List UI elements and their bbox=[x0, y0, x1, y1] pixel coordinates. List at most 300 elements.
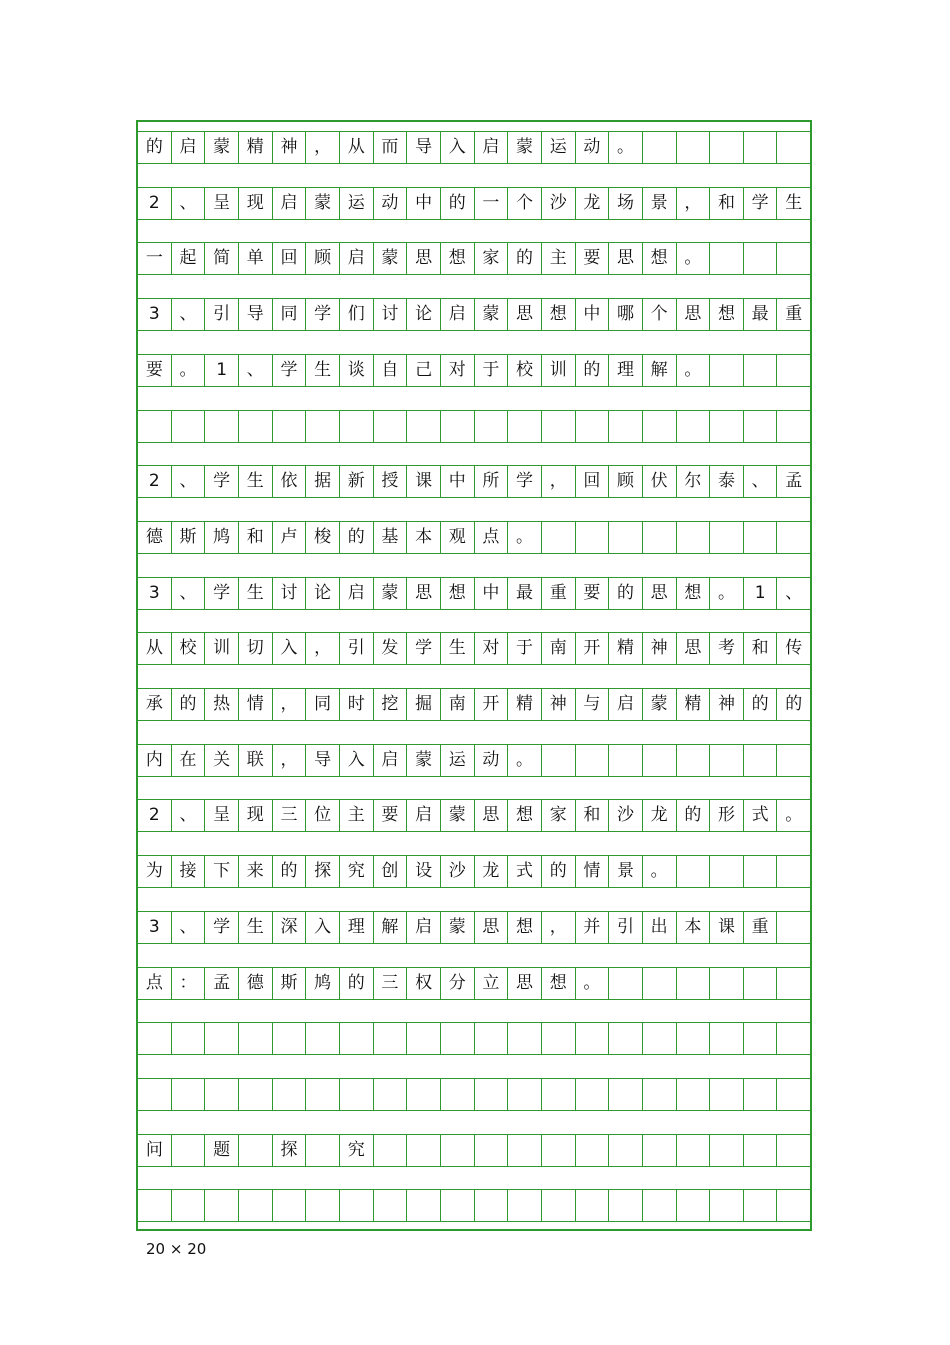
grid-row bbox=[138, 521, 810, 554]
grid-cell bbox=[677, 968, 711, 999]
grid-cell: 。 bbox=[576, 968, 610, 999]
grid-cell: 蒙 bbox=[441, 912, 475, 943]
grid-cell: 学 bbox=[205, 466, 239, 497]
grid-cell bbox=[374, 1190, 408, 1221]
grid-cell bbox=[643, 1135, 677, 1166]
grid-cell: 想 bbox=[643, 243, 677, 274]
grid-cell bbox=[374, 1079, 408, 1110]
grid-cell bbox=[475, 1190, 509, 1221]
grid-cell: 基 bbox=[374, 522, 408, 553]
grid-cell: 景 bbox=[643, 188, 677, 219]
grid-cell: 启 bbox=[609, 689, 643, 720]
grid-cell: 思 bbox=[508, 299, 542, 330]
grid-cell: 起 bbox=[172, 243, 206, 274]
grid-cell bbox=[777, 745, 810, 776]
grid-cell: 南 bbox=[441, 689, 475, 720]
grid-cell: 重 bbox=[785, 304, 803, 324]
grid-cell: 。 bbox=[710, 578, 744, 609]
grid-cell: 1 bbox=[744, 578, 778, 609]
grid-cell: 蒙 bbox=[374, 578, 408, 609]
grid-cell bbox=[273, 1023, 307, 1054]
grid-cell: 卢 bbox=[273, 522, 307, 553]
grid-cell bbox=[777, 355, 810, 386]
grid-cell: 启 bbox=[172, 132, 206, 163]
grid-cell: 生 bbox=[239, 466, 273, 497]
grid-cell bbox=[744, 243, 778, 274]
grid-cell: 龙 bbox=[643, 800, 677, 831]
grid-cell: 孟 bbox=[205, 968, 239, 999]
grid-cell: 哪 bbox=[609, 299, 643, 330]
grid-cell: 思 bbox=[407, 243, 441, 274]
grid-row bbox=[138, 354, 810, 387]
grid-row bbox=[138, 242, 810, 275]
grid-cell: 中 bbox=[441, 466, 475, 497]
grid-cell: 的 bbox=[744, 689, 778, 720]
grid-cell bbox=[542, 411, 576, 442]
grid-cell bbox=[508, 1079, 542, 1110]
grid-cell: 想 bbox=[441, 578, 475, 609]
grid-cell: 点 bbox=[475, 522, 509, 553]
grid-cell: 精 bbox=[508, 689, 542, 720]
grid-cell: 沙 bbox=[441, 856, 475, 887]
grid-cell: 精 bbox=[609, 633, 643, 664]
grid-cell: 德 bbox=[239, 968, 273, 999]
grid-cell bbox=[542, 1079, 576, 1110]
grid-cell: 导 bbox=[407, 132, 441, 163]
grid-cell: 伏 bbox=[643, 466, 677, 497]
grid-cell: 蒙 bbox=[475, 299, 509, 330]
grid-cell: 己 bbox=[407, 355, 441, 386]
grid-cell: 的 bbox=[542, 856, 576, 887]
grid-cell: 南 bbox=[542, 633, 576, 664]
grid-cell bbox=[239, 1190, 273, 1221]
grid-cell: 最 bbox=[508, 578, 542, 609]
grid-cell: 生 bbox=[306, 355, 340, 386]
grid-cell: 。 bbox=[677, 243, 711, 274]
grid-cell: 引 bbox=[609, 912, 643, 943]
grid-cell bbox=[407, 411, 441, 442]
grid-cell: 想 bbox=[542, 299, 576, 330]
grid-cell: 精 bbox=[677, 689, 711, 720]
grid-cell: 、 bbox=[172, 299, 206, 330]
grid-cell: 导 bbox=[239, 299, 273, 330]
grid-cell bbox=[710, 411, 744, 442]
grid-cell: 的 bbox=[441, 188, 475, 219]
grid-cell: 立 bbox=[475, 968, 509, 999]
grid-cell bbox=[710, 745, 744, 776]
grid-cell: 龙 bbox=[576, 188, 610, 219]
grid-cell: 鸠 bbox=[205, 522, 239, 553]
grid-cell: ， bbox=[677, 188, 711, 219]
grid-cell bbox=[576, 745, 610, 776]
grid-cell: 新 bbox=[340, 466, 374, 497]
grid-row bbox=[138, 744, 810, 777]
grid-cell: 论 bbox=[306, 578, 340, 609]
grid-cell: 本 bbox=[407, 522, 441, 553]
grid-cell: 从 bbox=[340, 132, 374, 163]
grid-cell bbox=[744, 856, 778, 887]
grid-cell bbox=[710, 243, 744, 274]
grid-cell: 最 bbox=[744, 299, 778, 330]
grid-cell: 对 bbox=[475, 633, 509, 664]
grid-cell bbox=[710, 522, 744, 553]
grid-cell bbox=[677, 856, 711, 887]
grid-cell: 、 bbox=[172, 912, 206, 943]
grid-cell bbox=[374, 1023, 408, 1054]
grid-cell: 权 bbox=[407, 968, 441, 999]
grid-cell: 动 bbox=[576, 132, 610, 163]
grid-cell bbox=[609, 1135, 643, 1166]
grid-cell: 热 bbox=[205, 689, 239, 720]
grid-cell bbox=[205, 1023, 239, 1054]
grid-cell: 论 bbox=[407, 299, 441, 330]
grid-cell: 学 bbox=[407, 633, 441, 664]
grid-cell bbox=[609, 745, 643, 776]
grid-cell: 重 bbox=[542, 578, 576, 609]
grid-cell: 、 bbox=[172, 466, 206, 497]
grid-cell: 运 bbox=[340, 188, 374, 219]
grid-cell: 情 bbox=[576, 856, 610, 887]
grid-cell bbox=[441, 1079, 475, 1110]
grid-cell: 泰 bbox=[710, 466, 744, 497]
grid-cell: 、 bbox=[744, 466, 778, 497]
grid-cell: 学 bbox=[508, 466, 542, 497]
grid-row bbox=[138, 1078, 810, 1111]
grid-cell: 回 bbox=[273, 243, 307, 274]
grid-cell: ， bbox=[306, 633, 340, 664]
grid-cell: 观 bbox=[441, 522, 475, 553]
grid-cell: 于 bbox=[475, 355, 509, 386]
grid-cell: 3 bbox=[138, 299, 172, 330]
grid-cell: 时 bbox=[340, 689, 374, 720]
grid-cell: 形 bbox=[710, 800, 744, 831]
grid-cell bbox=[710, 1079, 744, 1110]
grid-row bbox=[138, 632, 810, 665]
grid-cell: 2 bbox=[138, 466, 172, 497]
grid-cell: 切 bbox=[239, 633, 273, 664]
grid-cell: 、 bbox=[239, 355, 273, 386]
grid-cell: 斯 bbox=[273, 968, 307, 999]
grid-cell: 启 bbox=[407, 800, 441, 831]
grid-cell: ， bbox=[273, 689, 307, 720]
grid-cell bbox=[677, 745, 711, 776]
grid-cell: ， bbox=[306, 132, 340, 163]
grid-cell: 想 bbox=[542, 968, 576, 999]
grid-cell bbox=[205, 1079, 239, 1110]
grid-cell bbox=[138, 1023, 172, 1054]
grid-cell bbox=[138, 411, 172, 442]
grid-cell bbox=[542, 1023, 576, 1054]
grid-cell: 鸠 bbox=[306, 968, 340, 999]
grid-cell: 发 bbox=[374, 633, 408, 664]
grid-cell: 校 bbox=[172, 633, 206, 664]
grid-cell bbox=[744, 355, 778, 386]
grid-cell: ， bbox=[542, 466, 576, 497]
grid-cell: 挖 bbox=[374, 689, 408, 720]
grid-cell: 启 bbox=[374, 745, 408, 776]
grid-cell: 想 bbox=[677, 578, 711, 609]
grid-cell: 简 bbox=[205, 243, 239, 274]
grid-cell bbox=[643, 132, 677, 163]
grid-cell bbox=[407, 1135, 441, 1166]
grid-cell bbox=[205, 1190, 239, 1221]
manuscript-grid bbox=[136, 120, 812, 1231]
grid-cell: 式 bbox=[744, 800, 778, 831]
grid-cell: 三 bbox=[273, 800, 307, 831]
grid-cell bbox=[172, 1190, 206, 1221]
grid-cell: 现 bbox=[239, 188, 273, 219]
grid-cell: 蒙 bbox=[374, 243, 408, 274]
grid-cell bbox=[576, 1190, 610, 1221]
grid-cell bbox=[306, 1190, 340, 1221]
grid-cell bbox=[643, 1079, 677, 1110]
grid-cell: 引 bbox=[205, 299, 239, 330]
grid-cell: 2 bbox=[138, 188, 172, 219]
grid-cell: 龙 bbox=[475, 856, 509, 887]
grid-cell: 理 bbox=[609, 355, 643, 386]
grid-size-label: 20 × 20 bbox=[146, 1240, 207, 1258]
grid-cell bbox=[306, 1135, 340, 1166]
grid-cell: 生 bbox=[441, 633, 475, 664]
grid-cell: 个 bbox=[643, 299, 677, 330]
grid-cell: 下 bbox=[205, 856, 239, 887]
grid-cell bbox=[710, 1023, 744, 1054]
grid-cell: 为 bbox=[138, 856, 172, 887]
grid-cell: 蒙 bbox=[643, 689, 677, 720]
grid-cell bbox=[777, 1190, 810, 1221]
grid-cell: 蒙 bbox=[508, 132, 542, 163]
grid-cell: 学 bbox=[205, 578, 239, 609]
grid-cell: 同 bbox=[306, 689, 340, 720]
grid-cell: 分 bbox=[441, 968, 475, 999]
grid-cell: 生 bbox=[239, 912, 273, 943]
grid-cell: 情 bbox=[239, 689, 273, 720]
grid-cell: 孟 bbox=[785, 471, 803, 491]
grid-cell: 课 bbox=[710, 912, 744, 943]
grid-cell: 来 bbox=[239, 856, 273, 887]
grid-cell: 出 bbox=[643, 912, 677, 943]
grid-cell bbox=[374, 411, 408, 442]
grid-cell: 中 bbox=[576, 299, 610, 330]
grid-cell: 想 bbox=[508, 912, 542, 943]
grid-cell bbox=[710, 968, 744, 999]
grid-cell: 。 bbox=[785, 805, 803, 825]
grid-cell: 承 bbox=[138, 689, 172, 720]
grid-cell: 单 bbox=[239, 243, 273, 274]
grid-cell bbox=[340, 1023, 374, 1054]
grid-cell bbox=[677, 1190, 711, 1221]
grid-cell: 传 bbox=[785, 638, 803, 658]
grid-cell bbox=[441, 1135, 475, 1166]
grid-cell: 从 bbox=[138, 633, 172, 664]
grid-cell: 的 bbox=[340, 522, 374, 553]
grid-cell: 理 bbox=[340, 912, 374, 943]
grid-cell: 设 bbox=[407, 856, 441, 887]
grid-cell bbox=[475, 1135, 509, 1166]
grid-cell bbox=[677, 1023, 711, 1054]
grid-cell bbox=[777, 243, 810, 274]
grid-cell bbox=[340, 1079, 374, 1110]
grid-cell bbox=[172, 411, 206, 442]
grid-row bbox=[138, 688, 810, 721]
grid-cell: 。 bbox=[172, 355, 206, 386]
grid-cell: 题 bbox=[205, 1135, 239, 1166]
grid-cell bbox=[643, 968, 677, 999]
grid-cell: 呈 bbox=[205, 188, 239, 219]
grid-cell: 3 bbox=[138, 578, 172, 609]
grid-cell: 。 bbox=[609, 132, 643, 163]
grid-cell: 主 bbox=[340, 800, 374, 831]
grid-cell: 生 bbox=[785, 193, 803, 213]
grid-cell: 和 bbox=[239, 522, 273, 553]
grid-cell: 沙 bbox=[609, 800, 643, 831]
grid-cell: 家 bbox=[475, 243, 509, 274]
grid-cell bbox=[508, 1135, 542, 1166]
grid-cell: 启 bbox=[407, 912, 441, 943]
grid-cell: 1 bbox=[205, 355, 239, 386]
grid-cell: 位 bbox=[306, 800, 340, 831]
grid-cell bbox=[475, 1079, 509, 1110]
grid-cell: 要 bbox=[576, 578, 610, 609]
grid-cell: 点 bbox=[138, 968, 172, 999]
grid-cell: 自 bbox=[374, 355, 408, 386]
grid-cell: 家 bbox=[542, 800, 576, 831]
grid-cell: 入 bbox=[340, 745, 374, 776]
grid-cell: 的 bbox=[138, 132, 172, 163]
grid-cell: 启 bbox=[441, 299, 475, 330]
grid-cell bbox=[677, 1079, 711, 1110]
grid-cell bbox=[777, 1135, 810, 1166]
grid-cell: 运 bbox=[441, 745, 475, 776]
grid-cell: 讨 bbox=[273, 578, 307, 609]
grid-cell bbox=[508, 411, 542, 442]
grid-cell: 场 bbox=[609, 188, 643, 219]
grid-cell: 三 bbox=[374, 968, 408, 999]
grid-cell: 和 bbox=[576, 800, 610, 831]
grid-cell bbox=[777, 1023, 810, 1054]
grid-cell: 内 bbox=[138, 745, 172, 776]
grid-cell bbox=[677, 522, 711, 553]
grid-cell bbox=[777, 912, 810, 943]
grid-cell: 蒙 bbox=[306, 188, 340, 219]
grid-cell: 启 bbox=[340, 578, 374, 609]
grid-cell bbox=[374, 1135, 408, 1166]
grid-cell: 接 bbox=[172, 856, 206, 887]
grid-cell bbox=[576, 1135, 610, 1166]
grid-cell: 学 bbox=[273, 355, 307, 386]
grid-cell bbox=[777, 522, 810, 553]
grid-cell bbox=[677, 1135, 711, 1166]
grid-row bbox=[138, 1022, 810, 1055]
grid-cell: 顾 bbox=[306, 243, 340, 274]
grid-cell: 思 bbox=[609, 243, 643, 274]
grid-cell: 一 bbox=[138, 243, 172, 274]
grid-cell: 在 bbox=[172, 745, 206, 776]
grid-cell: 课 bbox=[407, 466, 441, 497]
grid-cell: 校 bbox=[508, 355, 542, 386]
grid-cell bbox=[239, 1023, 273, 1054]
grid-cell: 动 bbox=[475, 745, 509, 776]
grid-cell: 中 bbox=[407, 188, 441, 219]
grid-cell bbox=[744, 522, 778, 553]
grid-cell: 顾 bbox=[609, 466, 643, 497]
grid-cell bbox=[172, 1023, 206, 1054]
grid-cell: 关 bbox=[205, 745, 239, 776]
grid-cell: 、 bbox=[785, 583, 803, 603]
grid-cell bbox=[744, 411, 778, 442]
grid-cell bbox=[777, 968, 810, 999]
grid-cell: 探 bbox=[273, 1135, 307, 1166]
grid-cell bbox=[710, 132, 744, 163]
grid-row bbox=[138, 911, 810, 944]
grid-cell bbox=[138, 1079, 172, 1110]
grid-cell: 神 bbox=[542, 689, 576, 720]
grid-cell: 、 bbox=[172, 578, 206, 609]
grid-cell: 而 bbox=[374, 132, 408, 163]
grid-cell: 中 bbox=[475, 578, 509, 609]
grid-cell bbox=[542, 1190, 576, 1221]
grid-cell: 学 bbox=[306, 299, 340, 330]
grid-cell: 究 bbox=[340, 1135, 374, 1166]
grid-cell bbox=[306, 1079, 340, 1110]
grid-cell bbox=[609, 1079, 643, 1110]
grid-cell: 生 bbox=[239, 578, 273, 609]
grid-cell bbox=[239, 1079, 273, 1110]
grid-cell: 和 bbox=[744, 633, 778, 664]
grid-cell: 思 bbox=[677, 633, 711, 664]
grid-cell bbox=[407, 1023, 441, 1054]
grid-cell bbox=[407, 1079, 441, 1110]
grid-cell bbox=[508, 1023, 542, 1054]
grid-cell bbox=[576, 1023, 610, 1054]
grid-cell bbox=[508, 1190, 542, 1221]
grid-cell bbox=[744, 968, 778, 999]
grid-cell bbox=[441, 1190, 475, 1221]
grid-cell: 入 bbox=[306, 912, 340, 943]
grid-cell bbox=[609, 968, 643, 999]
grid-cell: 呈 bbox=[205, 800, 239, 831]
grid-cell: 创 bbox=[374, 856, 408, 887]
grid-cell: 对 bbox=[441, 355, 475, 386]
grid-cell bbox=[643, 1023, 677, 1054]
grid-cell: 本 bbox=[677, 912, 711, 943]
grid-cell: 与 bbox=[576, 689, 610, 720]
grid-cell: 要 bbox=[138, 355, 172, 386]
grid-cell: 。 bbox=[508, 522, 542, 553]
grid-cell bbox=[677, 132, 711, 163]
grid-cell: 蒙 bbox=[407, 745, 441, 776]
grid-cell bbox=[340, 1190, 374, 1221]
grid-cell: 启 bbox=[340, 243, 374, 274]
grid-cell: 深 bbox=[273, 912, 307, 943]
grid-cell: 3 bbox=[138, 912, 172, 943]
grid-cell bbox=[744, 1190, 778, 1221]
grid-cell bbox=[576, 1079, 610, 1110]
grid-row bbox=[138, 855, 810, 888]
grid-cell: 的 bbox=[508, 243, 542, 274]
grid-cell bbox=[609, 522, 643, 553]
grid-cell bbox=[273, 1190, 307, 1221]
grid-cell bbox=[744, 132, 778, 163]
grid-cell: 的 bbox=[609, 578, 643, 609]
grid-cell: 个 bbox=[508, 188, 542, 219]
grid-cell: 并 bbox=[576, 912, 610, 943]
grid-cell bbox=[710, 1135, 744, 1166]
grid-cell: 神 bbox=[710, 689, 744, 720]
grid-cell: 同 bbox=[273, 299, 307, 330]
grid-cell bbox=[306, 1023, 340, 1054]
grid-cell bbox=[609, 1190, 643, 1221]
